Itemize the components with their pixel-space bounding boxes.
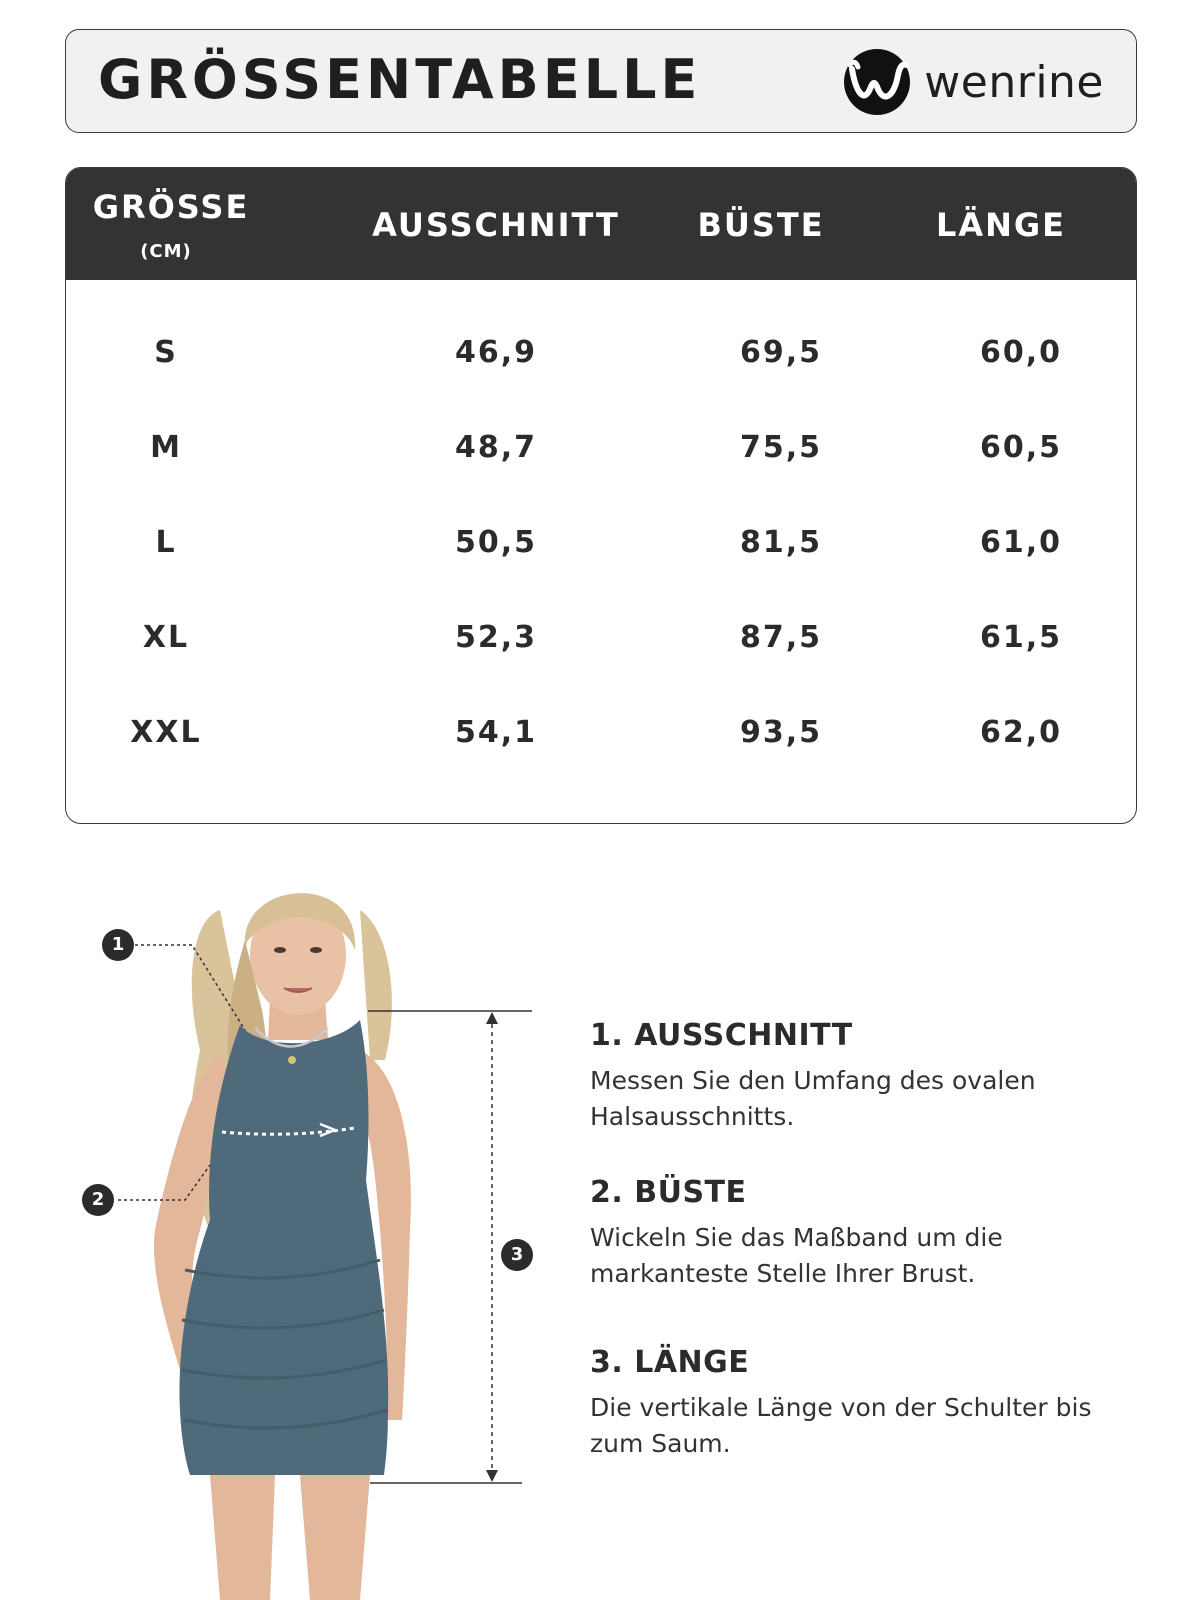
neckline-cell: 54,1 (454, 715, 538, 750)
column-header-size: GRÖSSE (92, 188, 250, 226)
column-header-unit: (CM) (140, 241, 192, 262)
table-row (66, 525, 1136, 585)
table-row (66, 335, 1136, 395)
length-cell: 60,5 (979, 430, 1063, 465)
brand-name: wenrine (924, 56, 1104, 108)
size-cell: XXL (130, 715, 202, 750)
length-cell: 60,0 (979, 335, 1063, 370)
instruction-bust (590, 1175, 1150, 1292)
instruction-neckline (590, 1018, 1150, 1135)
marker-2: 2 (82, 1184, 114, 1216)
page-title: GRÖSSENTABELLE (98, 48, 702, 111)
model-figure-image (70, 850, 550, 1600)
column-header-length: LÄNGE (935, 206, 1067, 244)
bust-cell: 81,5 (739, 525, 823, 560)
size-cell: S (154, 335, 178, 370)
length-cell: 61,0 (979, 525, 1063, 560)
instruction-text: Die vertikale Länge von der Schulter bis zum Saum. (590, 1393, 1092, 1458)
neckline-cell: 46,9 (454, 335, 538, 370)
length-cell: 62,0 (979, 715, 1063, 750)
size-table (65, 167, 1137, 824)
size-cell: L (155, 525, 177, 560)
table-row (66, 715, 1136, 775)
table-row (66, 430, 1136, 490)
instruction-title: 3. LÄNGE (590, 1345, 750, 1380)
neckline-cell: 52,3 (454, 620, 538, 655)
neckline-cell: 48,7 (454, 430, 538, 465)
table-row (66, 620, 1136, 680)
instruction-text: Wickeln Sie das Maßband um die markanteste Stelle Ihrer Brust. (590, 1223, 1003, 1288)
instruction-text: Messen Sie den Umfang des ovalen Halsausschnitts. (590, 1066, 1036, 1131)
brand (842, 50, 1104, 114)
instruction-title: 2. BÜSTE (590, 1175, 747, 1210)
table-header (66, 168, 1136, 280)
column-header-bust: BÜSTE (697, 206, 825, 244)
brand-logo-icon (842, 47, 912, 117)
size-cell: XL (142, 620, 190, 655)
header-bar (65, 29, 1137, 133)
marker-1: 1 (102, 929, 134, 961)
bust-cell: 75,5 (739, 430, 823, 465)
neckline-cell: 50,5 (454, 525, 538, 560)
length-cell: 61,5 (979, 620, 1063, 655)
bust-cell: 69,5 (739, 335, 823, 370)
instruction-title: 1. AUSSCHNITT (590, 1018, 853, 1053)
marker-3: 3 (501, 1239, 533, 1271)
size-cell: M (150, 430, 182, 465)
column-header-neckline: AUSSCHNITT (372, 206, 620, 244)
bust-cell: 87,5 (739, 620, 823, 655)
instruction-length (590, 1345, 1150, 1462)
bust-cell: 93,5 (739, 715, 823, 750)
